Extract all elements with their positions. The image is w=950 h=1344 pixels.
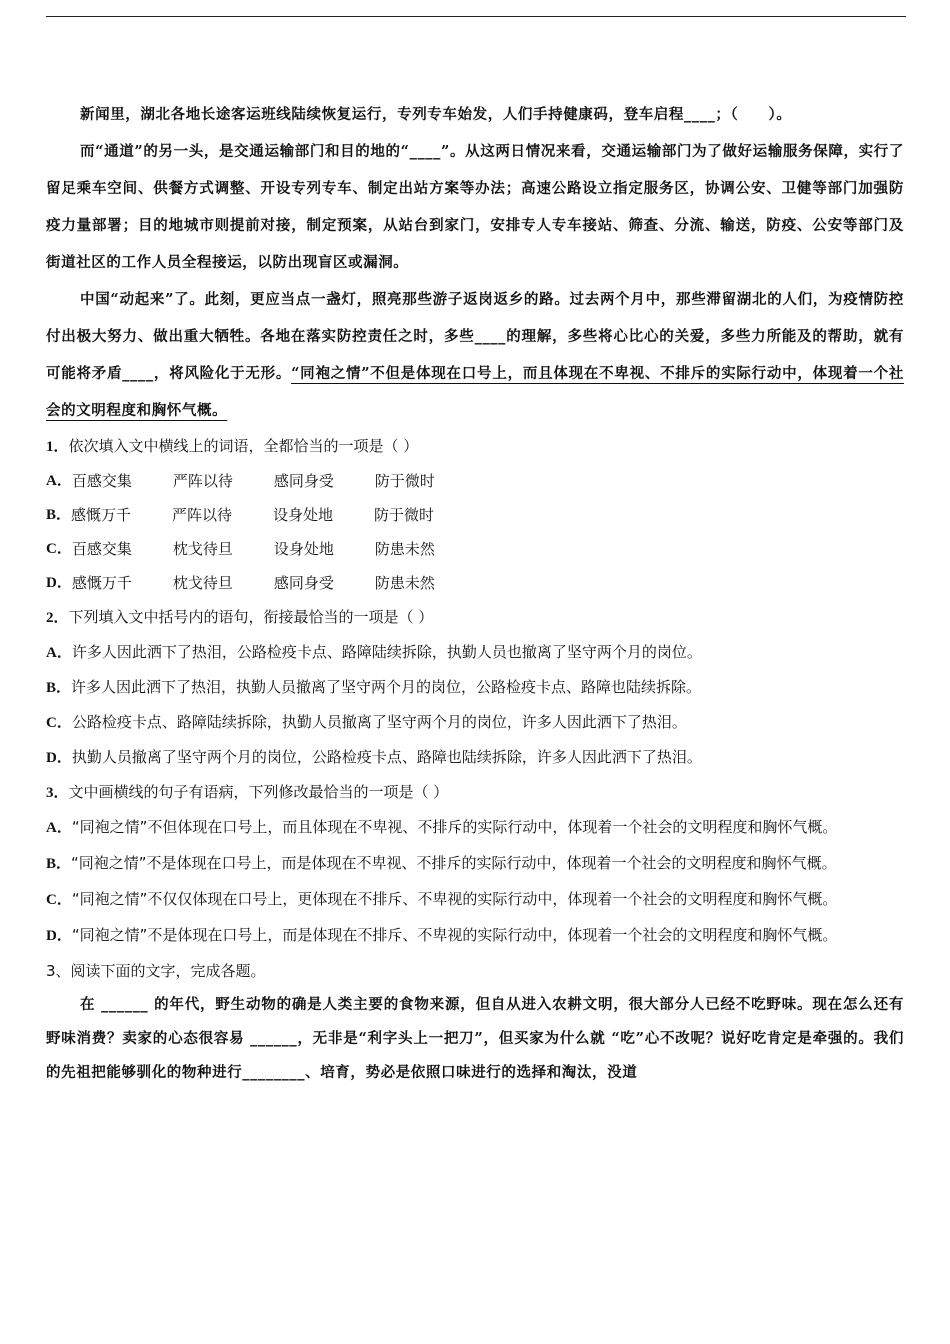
option-text: 执勤人员撤离了坚守两个月的岗位，公路检疫卡点、路障也陆续拆除，许多人因此洒下了热泪。 (71, 748, 702, 766)
passage-paragraph-2: 而“通道”的另一头，是交通运输部门和目的地的“____”。从这两日情况来看，交通运输部门为了做好运输服务保障，实行了留足乘车空间、供餐方式调整、开设专列专车、制定出站方案等办法；高速公路设立指定服务区，协调公安、卫健等部门加强防疫力量部署；目的地城市则提前对接，制定预案，从站台到家门，安排专人专车接站、筛查、分流、输送，防疫、公安等部门及街道社区的工作人员全程接运，以防出现盲区或漏洞。 (46, 143, 904, 271)
q3-option-c[interactable] (46, 882, 904, 918)
option-text: 公路检疫卡点、路障陆续拆除，执勤人员撤离了坚守两个月的岗位，许多人因此洒下了热泪。 (71, 713, 687, 731)
q3-option-b[interactable] (46, 846, 904, 882)
option-letter: C． (46, 892, 72, 908)
q3-option-d[interactable] (46, 918, 904, 954)
option-word: 防于微时 (374, 472, 435, 490)
option-letter: D． (46, 575, 72, 591)
q2-option-d[interactable] (46, 740, 904, 775)
option-text: “同袍之情”不是体现在口号上，而是体现在不卑视、不排斥的实际行动中，体现着一个社会的文明程度和胸怀气概。 (71, 854, 837, 872)
option-letter: B． (46, 507, 72, 523)
question-3-text: 文中画横线的句子有语病，下列修改最恰当的一项是（ ） (68, 783, 449, 801)
question-1-number: 1． (46, 439, 69, 455)
q1-option-c[interactable] (46, 532, 904, 566)
option-text: “同袍之情”不是体现在口号上，而是体现在不排斥、不卑视的实际行动中，体现着一个社会的文明程度和胸怀气概。 (71, 926, 838, 944)
option-letter: B． (46, 856, 72, 872)
option-letter: A． (46, 820, 72, 836)
q3-option-a[interactable] (46, 810, 904, 846)
option-word: 防患未然 (374, 574, 435, 592)
passage-paragraph-3 (46, 281, 904, 429)
option-text: 许多人因此洒下了热泪，公路检疫卡点、路障陆续拆除，执勤人员也撤离了坚守两个月的岗位。 (71, 643, 702, 661)
option-letter: D． (46, 750, 72, 766)
option-word: 设身处地 (273, 540, 334, 558)
option-letter: D． (46, 928, 72, 944)
question-2-stem (46, 600, 904, 635)
question-3-stem (46, 775, 904, 810)
option-word: 感同身受 (273, 574, 334, 592)
option-word: 百感交集 (71, 540, 132, 558)
option-word: 感慨万千 (71, 506, 132, 524)
section-3-paragraph: 在 ______ 的年代，野生动物的确是人类主要的食物来源，但自从进入农耕文明，很大部分人已经不吃野味。现在怎么还有野味消费？卖家的心态很容易 ______，无非是“利字头上一把刀”，但买家为什么就 “吃”心不改呢？说好吃肯定是牵强的。我们的先祖把能够驯化的物种进行________、培育，势必是依照口味进行的选择和淘汰，没道 (46, 996, 904, 1081)
option-word: 设身处地 (273, 506, 334, 524)
option-word: 枕戈待旦 (172, 540, 233, 558)
option-word: 枕戈待旦 (172, 574, 233, 592)
underlined-sentence: “同袍之情”不但是体现在口号上，而且体现在不卑视、不排斥的实际行动中，体现着一个社会的文明程度和胸怀气概。 (46, 365, 904, 419)
option-letter: A． (46, 645, 72, 661)
question-1-text: 依次填入文中横线上的词语，全都恰当的一项是（ ） (68, 437, 419, 455)
option-letter: B． (46, 680, 72, 696)
option-word: 防患未然 (374, 540, 435, 558)
option-word: 感同身受 (273, 472, 334, 490)
question-2-text: 下列填入文中括号内的语句，衔接最恰当的一项是（ ） (68, 608, 434, 626)
option-word: 防于微时 (374, 506, 435, 524)
question-1-stem (46, 429, 904, 464)
q2-option-b[interactable] (46, 670, 904, 705)
option-word: 感慨万千 (71, 574, 132, 592)
option-word: 严阵以待 (172, 472, 233, 490)
passage-paragraph-3-text: 中国“动起来”了。此刻，更应当点一盏灯，照亮那些游子返岗返乡的路。过去两个月中，那些滞留湖北的人们，为疫情防控付出极大努力、做出重大牺牲。各地在落实防控责任之时，多些____的理解，多些将心比心的关爱，多些力所能及的帮助，就有可能将矛盾____，将风险化于无形。 (46, 291, 904, 382)
option-text: 许多人因此洒下了热泪，执勤人员撤离了坚守两个月的岗位，公路检疫卡点、路障也陆续拆除。 (71, 678, 702, 696)
document-body (46, 96, 904, 1090)
passage-paragraph-1: 新闻里，湖北各地长途客运班线陆续恢复运行，专列专车始发，人们手持健康码，登车启程____；（ ）。 (80, 106, 792, 123)
option-word: 百感交集 (71, 472, 132, 490)
q1-option-a[interactable] (46, 464, 904, 498)
question-2-number: 2． (46, 610, 69, 626)
option-text: “同袍之情”不仅仅体现在口号上，更体现在不排斥、不卑视的实际行动中，体现着一个社会的文明程度和胸怀气概。 (71, 890, 838, 908)
header-rule (46, 16, 906, 17)
option-letter: A． (46, 473, 72, 489)
q2-option-c[interactable] (46, 705, 904, 740)
q1-option-d[interactable] (46, 566, 904, 600)
option-text: “同袍之情”不但体现在口号上，而且体现在不卑视、不排斥的实际行动中，体现着一个社会的文明程度和胸怀气概。 (71, 818, 838, 836)
option-letter: C． (46, 715, 72, 731)
q2-option-a[interactable] (46, 635, 904, 670)
section-3-heading: 3、阅读下面的文字，完成各题。 (46, 962, 266, 980)
q1-option-b[interactable] (46, 498, 904, 532)
option-word: 严阵以待 (172, 506, 233, 524)
option-letter: C． (46, 541, 72, 557)
question-3-number: 3． (46, 785, 69, 801)
